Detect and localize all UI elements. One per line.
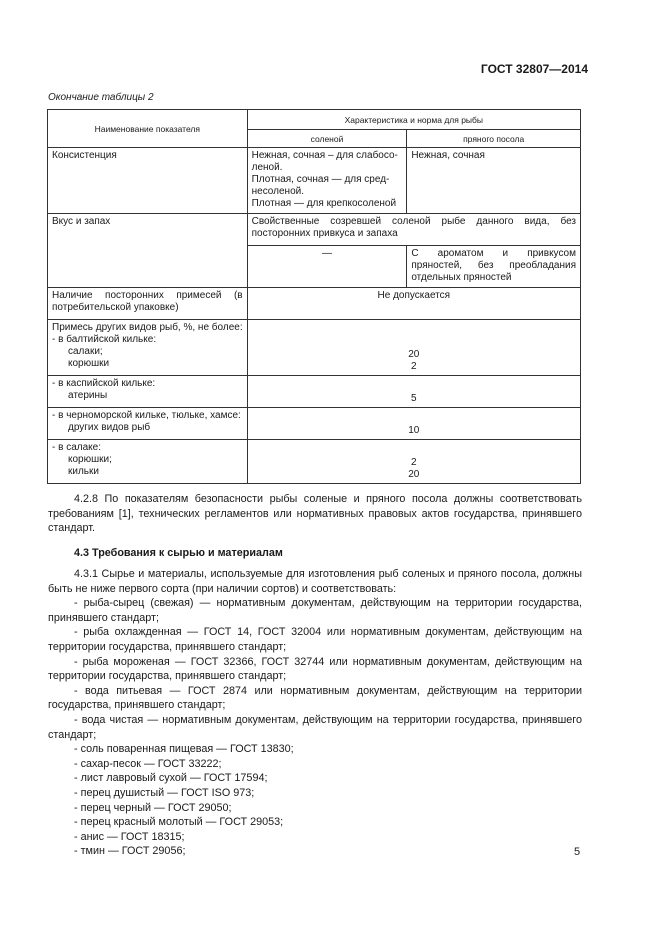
row-name: - в салаке: корюшки; кильки <box>48 440 248 484</box>
list-item: - вода чистая — нормативным документам, действующим на территории государства, принявшего стандарт; <box>48 713 582 741</box>
col-header-salted: соленой <box>247 130 407 148</box>
list-item: - перец красный молотый — ГОСТ 29053; <box>74 816 284 829</box>
caspian-value: 5 <box>247 376 580 408</box>
row-name: - в каспийской кильке: атерины <box>48 376 248 408</box>
table-row <box>48 376 581 408</box>
blacksea-value: 10 <box>247 408 580 440</box>
list-item: - рыба мороженая — ГОСТ 32366, ГОСТ 32744 или нормативным документам, действующим на территории государства, принявшего стандарт; <box>48 655 582 683</box>
col-header-name: Наименование показателя <box>48 110 248 148</box>
col-header-group: Характеристика и норма для рыбы <box>247 110 580 130</box>
list-item: - соль поваренная пищевая — ГОСТ 13830; <box>74 743 294 756</box>
row-name: Консистенция <box>48 148 248 214</box>
row-name: Примесь других видов рыб, %, не более: - в балтийской кильке: салаки; корюшки <box>48 320 248 376</box>
paragraph-4-2-8: 4.2.8 По показателям безопасности рыбы соленые и пряного посола должны соответствовать требованиям [1], технических регламентов или нормативных правовых актов государства, принявшего стандарт. <box>48 493 582 535</box>
section-4-3 <box>48 546 582 561</box>
list-item: - лист лавровый сухой — ГОСТ 17594; <box>74 772 268 785</box>
list-item: - перец душистый — ГОСТ ISO 973; <box>74 786 255 799</box>
list-item: - анис — ГОСТ 18315; <box>74 830 185 843</box>
paragraph-4-3-1: 4.3.1 Сырье и материалы, используемые для изготовления рыб соленых и пряного посола, должны быть не ниже первого сорта (при наличии сортов) и соответствовать: - рыба-сырец (свежая) — нормативным документам, действующим на территории государства, принявшего стандарт; - рыба охлажденная — ГОСТ 14, ГОСТ 32004 или нормативным документам, действующим на территории государства, принявшего стандарт; - рыба мороженая — ГОСТ 32366, ГОСТ 32744 или нормативным документам, действующим на территории государства, принявшего стандарт; - вода питьевая — ГОСТ 2874 или нормативным документам, действующим на территории государства, принявшего стандарт; - вода чистая — нормативным документам, действующим на территории государства, принявшего стандарт; - соль поваренная пищевая — ГОСТ 13830; - сахар-песок — ГОСТ 33222; - лист лавровый сухой — ГОСТ 17594; - перец душистый — ГОСТ ISO 973; - перец черный — ГОСТ 29050; - перец красный молотый — ГОСТ 29053; - анис — ГОСТ 18315; - тмин — ГОСТ 29056; <box>48 568 582 858</box>
table-row <box>48 288 581 320</box>
table-row <box>48 214 581 246</box>
list-item: - тмин — ГОСТ 29056; <box>74 845 186 858</box>
table-row <box>48 320 581 376</box>
table-caption: Окончание таблицы 2 <box>48 92 154 103</box>
taste-common: Свойственные созревшей соленой рыбе данного вида, без посторонних привкуса и запаха <box>247 214 580 246</box>
list-item: - перец черный — ГОСТ 29050; <box>74 801 232 814</box>
impurities-value: Не допускается <box>247 288 580 320</box>
consistency-salted: Нежная, сочная – для слабосо- леной. Плотная, сочная — для сред- несоленой. Плотная — для крепкосоленой <box>247 148 407 214</box>
table-row <box>48 148 581 214</box>
page-number: 5 <box>574 846 581 858</box>
indicators-table <box>47 109 581 484</box>
taste-spiced: С ароматом и привкусом пряностей, без преобладания отдельных пряностей <box>407 246 581 288</box>
document-header: ГОСТ 32807—2014 <box>480 62 588 76</box>
table-row <box>48 440 581 484</box>
row-name: Наличие посторонних примесей (в потребительской упаковке) <box>48 288 248 320</box>
row-name: - в черноморской кильке, тюльке, хамсе: других видов рыб <box>48 408 248 440</box>
col-header-spiced: пряного посола <box>407 130 581 148</box>
consistency-spiced: Нежная, сочная <box>407 148 581 214</box>
section-heading: 4.3 Требования к сырью и материалам <box>74 547 283 559</box>
herring-values: 2 20 <box>247 440 580 484</box>
list-item: - рыба-сырец (свежая) — нормативным документам, действующим на территории государства, принявшего стандарт; <box>48 597 582 624</box>
list-item: - сахар-песок — ГОСТ 33222; <box>74 757 222 770</box>
taste-salted: — <box>247 246 407 288</box>
admix-values: 20 2 <box>247 320 580 376</box>
list-item: - вода питьевая — ГОСТ 2874 или нормативным документам, действующим на территории государства, принявшего стандарт; <box>48 684 582 712</box>
list-item: - рыба охлажденная — ГОСТ 14, ГОСТ 32004 или нормативным документам, действующим на территории государства, принявшего стандарт; <box>48 626 582 653</box>
table-row <box>48 408 581 440</box>
row-name: Вкус и запах <box>48 214 248 288</box>
